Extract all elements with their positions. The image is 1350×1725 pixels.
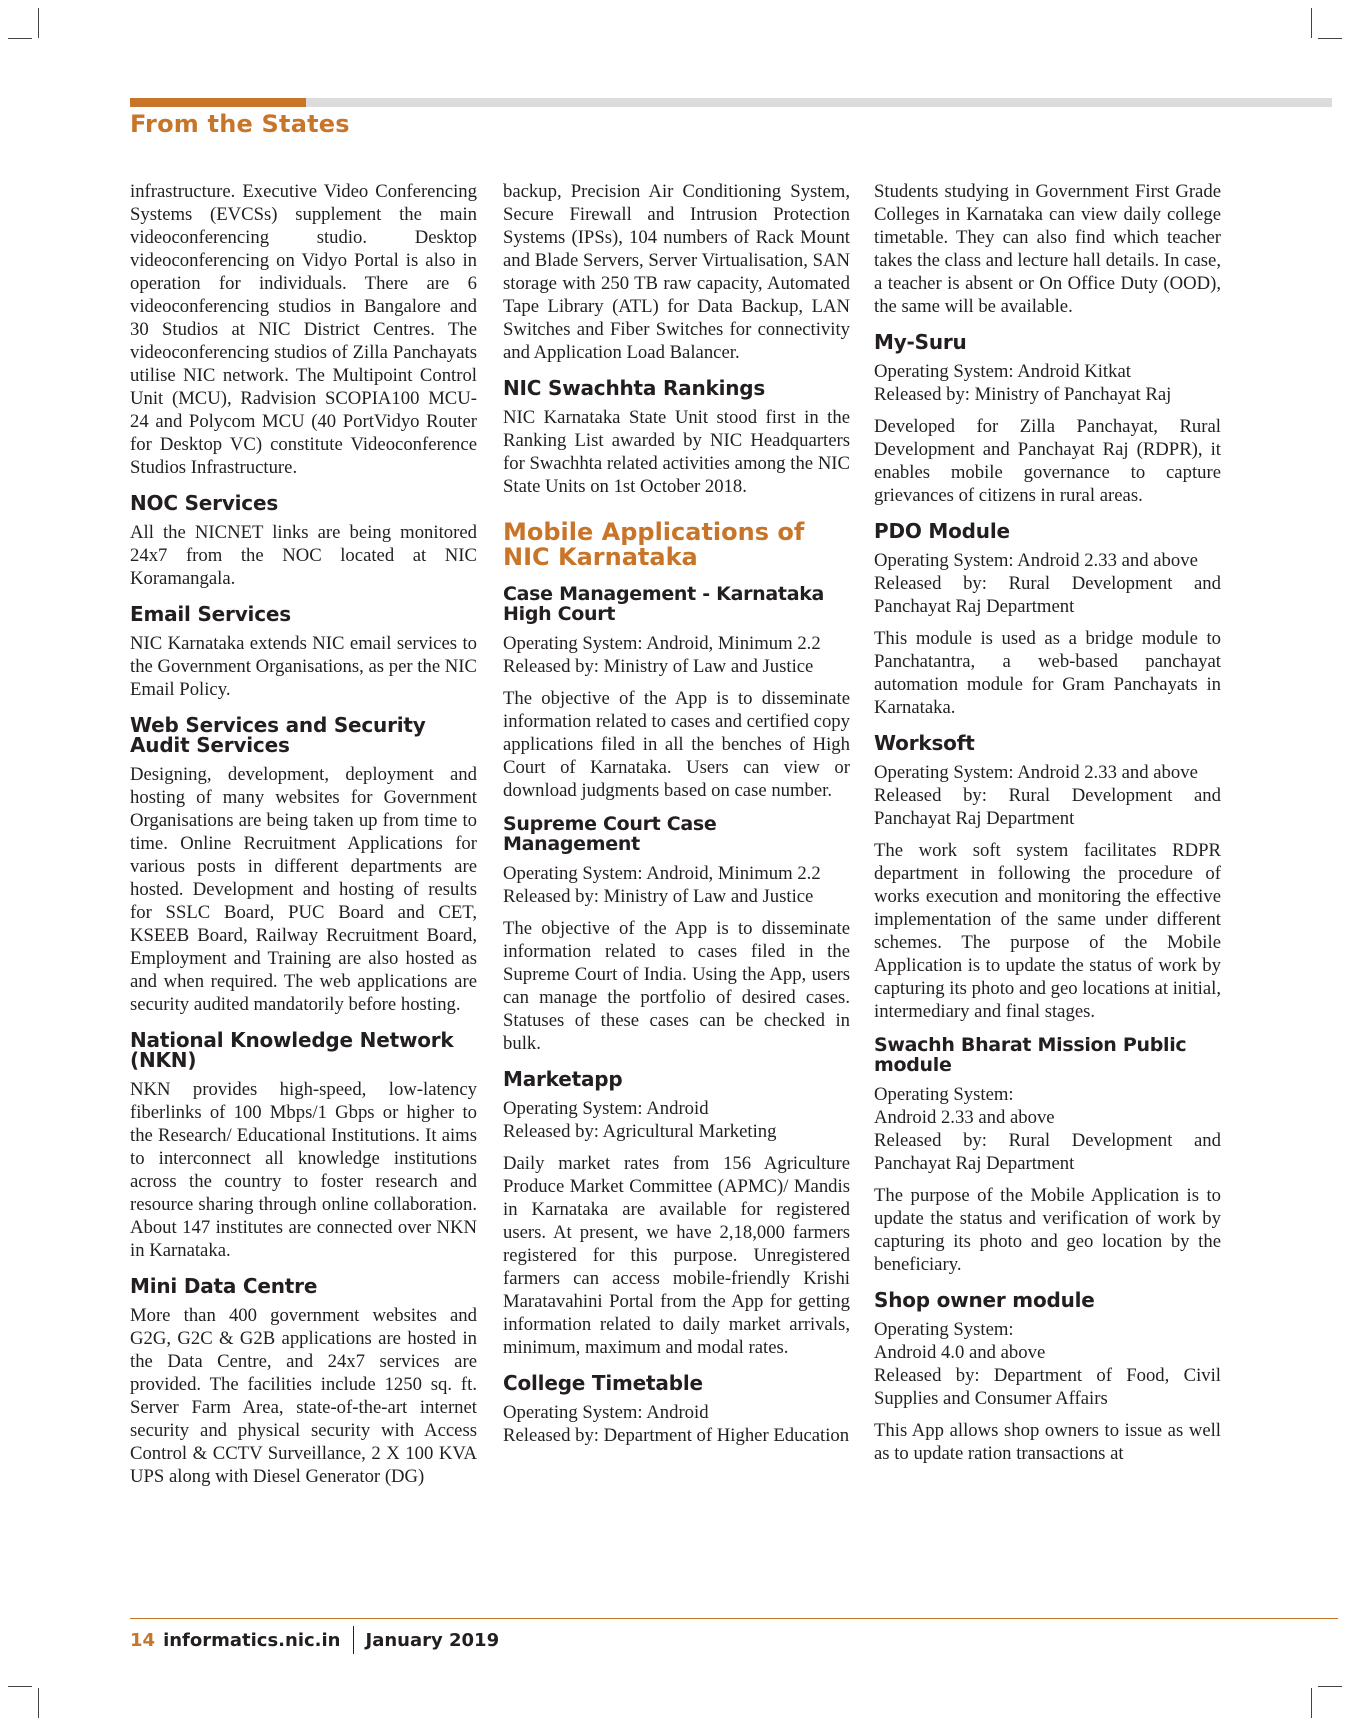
crop-mark <box>1318 38 1342 39</box>
app-released-by: Released by: Ministry of Law and Justice <box>503 656 814 677</box>
page-number: 14 <box>130 1629 156 1651</box>
heading-swachh-bharat: Swachh Bharat Mission Public module <box>874 1034 1187 1076</box>
paragraph-web-services: Designing, development, deployment and hosting of many websites for Government Organisations are being taken up from time to time. Online Recruitment Applications for various posts in different departments are hosted. Development and hosting of results for SSLC Board, PUC Board and CET, KSEEB Board, Railway Recruitment Board, Employment and Training are also hosted as and when required. The web applications are security audited mandatorily before hosting. <box>130 764 477 1015</box>
heading-college-timetable: College Timetable <box>503 1371 703 1395</box>
app-os: Operating System: Android Kitkat <box>874 361 1131 382</box>
app-meta-supreme-court <box>503 862 850 908</box>
paragraph-my-suru: Developed for Zilla Panchayat, Rural Development and Panchayat Raj (RDPR), it enables mobile governance to capture grievances of citizens in rural areas. <box>874 416 1221 506</box>
app-meta-college-timetable <box>503 1401 850 1447</box>
footer-issue: January 2019 <box>365 1629 500 1651</box>
paragraph-supreme-court: The objective of the App is to disseminate information related to cases filed in the Supreme Court of India. Using the App, users can manage the portfolio of desired cases. Statuses of these cases can be checked in bulk. <box>503 918 850 1054</box>
crop-mark <box>1318 1686 1342 1687</box>
paragraph-pdo-module: This module is used as a bridge module to Panchatantra, a web-based panchayat automation module for Gram Panchayats in Karnataka. <box>874 628 1221 718</box>
header-accent-bar <box>130 98 306 107</box>
heading-swachhta-rankings: NIC Swachhta Rankings <box>503 376 766 400</box>
app-released-by: Released by: Ministry of Panchayat Raj <box>874 384 1172 405</box>
heading-supreme-court: Supreme Court Case Management <box>503 813 717 855</box>
heading-email-services: Email Services <box>130 602 291 626</box>
heading-pdo-module: PDO Module <box>874 519 1010 543</box>
app-released-by: Released by: Rural Development and Panchayat Raj Department <box>874 573 1221 617</box>
app-meta-my-suru <box>874 360 1221 406</box>
paragraph-backup: backup, Precision Air Conditioning System, Secure Firewall and Intrusion Protection Systems (IPSs), 104 numbers of Rack Mount and Blade Servers, Server Virtualisation, SAN storage with 250 TB raw capacity, Automated Tape Library (ATL) for Data Backup, LAN Switches and Fiber Switches for connectivity and Application Load Balancer. <box>503 181 850 363</box>
crop-mark <box>38 1688 39 1718</box>
paragraph-swachhta: NIC Karnataka State Unit stood first in the Ranking List awarded by NIC Headquarters for Swachhta related activities among the NIC State Units on 1st October 2018. <box>503 407 850 497</box>
app-released-by: Released by: Rural Development and Panchayat Raj Department <box>874 1130 1221 1174</box>
paragraph-students: Students studying in Government First Grade Colleges in Karnataka can view daily college timetable. They can also find which teacher takes the class and lecture hall details. In case, a teacher is absent or On Office Duty (OOD), the same will be available. <box>874 181 1221 317</box>
paragraph-mini-data-centre: More than 400 government websites and G2G, G2C & G2B applications are hosted in the Data Centre, and 24x7 services are provided. The facilities include 1250 sq. ft. Server Farm Area, state-of-the-art internet security and physical security with Access Control & CCTV Surveillance, 2 X 100 KVA UPS along with Diesel Generator (DG) <box>130 1305 477 1487</box>
app-os-version: Android 4.0 and above <box>874 1342 1046 1363</box>
paragraph-infrastructure: infrastructure. Executive Video Conferencing Systems (EVCSs) supplement the main videoconferencing studio. Desktop videoconferencing on Vidyo Portal is also in operation for individuals. There are 6 videoconferencing studios in Bangalore and 30 Studios at NIC District Centres. The videoconferencing studios of Zilla Panchayats utilise NIC network. The Multipoint Control Unit (MCU), Radvision SCOPIA100 MCU-24 and Polycom MCU (40 PortVidyo Router for Desktop VC) constitute Videoconference Studios Infrastructure. <box>130 181 477 478</box>
paragraph-nkn: NKN provides high-speed, low-latency fiberlinks of 100 Mbps/1 Gbps or higher to the Research/ Educational Institutions. It aims to interconnect all knowledge institutions across the country to foster research and resource sharing through online collaboration. About 147 institutes are connected over NKN in Karnataka. <box>130 1079 477 1261</box>
footer-rule <box>130 1618 1338 1619</box>
paragraph-case-management: The objective of the App is to disseminate information related to cases and certified copy applications filed in all the benches of High Court of Karnataka. Users can view or download judgments based on case number. <box>503 688 850 801</box>
header-rule <box>306 98 1332 107</box>
heading-noc-services: NOC Services <box>130 491 279 515</box>
crop-mark <box>1311 8 1312 38</box>
app-os: Operating System: <box>874 1084 1014 1105</box>
app-os: Operating System: Android <box>503 1402 709 1423</box>
heading-shop-owner: Shop owner module <box>874 1288 1095 1312</box>
app-meta-worksoft <box>874 761 1221 830</box>
app-released-by: Released by: Department of Higher Education <box>503 1425 850 1446</box>
heading-case-management: Case Management - Karnataka High Court <box>503 583 825 625</box>
footer-divider <box>353 1626 354 1654</box>
heading-marketapp: Marketapp <box>503 1067 623 1091</box>
heading-my-suru: My-Suru <box>874 330 967 354</box>
paragraph-email: NIC Karnataka extends NIC email services to the Government Organisations, as per the NIC Email Policy. <box>130 633 477 700</box>
app-meta-shop-owner <box>874 1318 1221 1410</box>
app-os-version: Android 2.33 and above <box>874 1107 1055 1128</box>
app-released-by: Released by: Department of Food, Civil Supplies and Consumer Affairs <box>874 1365 1221 1409</box>
app-released-by: Released by: Rural Development and Panchayat Raj Department <box>874 785 1221 829</box>
heading-mobile-applications: Mobile Applications of NIC Karnataka <box>503 518 805 571</box>
paragraph-noc: All the NICNET links are being monitored 24x7 from the NOC located at NIC Koramangala. <box>130 522 477 589</box>
app-released-by: Released by: Ministry of Law and Justice <box>503 886 814 907</box>
crop-mark <box>8 1686 32 1687</box>
app-meta-swachh-bharat <box>874 1083 1221 1175</box>
app-os: Operating System: Android, Minimum 2.2 <box>503 633 821 654</box>
section-title: From the States <box>130 110 350 138</box>
paragraph-swachh-bharat: The purpose of the Mobile Application is to update the status and verification of work by capturing its photo and geo location by the beneficiary. <box>874 1185 1221 1275</box>
column-3 <box>874 180 1221 1474</box>
heading-nkn: National Knowledge Network (NKN) <box>130 1028 454 1072</box>
heading-mini-data-centre: Mini Data Centre <box>130 1274 318 1298</box>
app-os: Operating System: Android <box>503 1098 709 1119</box>
app-meta-marketapp <box>503 1097 850 1143</box>
paragraph-marketapp: Daily market rates from 156 Agriculture Produce Market Committee (APMC)/ Mandis in Karnataka are available for registered users. At present, we have 2,18,000 farmers registered for this purpose. Unregistered farmers can access mobile-friendly Krishi Maratavahini Portal from the App for getting information related to daily market arrivals, minimum, maximum and modal rates. <box>503 1153 850 1358</box>
footer <box>130 1626 499 1654</box>
crop-mark <box>8 38 32 39</box>
column-1 <box>130 180 477 1497</box>
app-os: Operating System: <box>874 1319 1014 1340</box>
app-os: Operating System: Android, Minimum 2.2 <box>503 863 821 884</box>
app-meta-pdo-module <box>874 549 1221 618</box>
heading-worksoft: Worksoft <box>874 731 975 755</box>
heading-web-services: Web Services and Security Audit Services <box>130 713 426 757</box>
app-os: Operating System: Android 2.33 and above <box>874 762 1198 783</box>
crop-mark <box>38 8 39 38</box>
column-2 <box>503 180 850 1456</box>
app-meta-case-management <box>503 632 850 678</box>
app-os: Operating System: Android 2.33 and above <box>874 550 1198 571</box>
footer-site: informatics.nic.in <box>163 1629 341 1651</box>
crop-mark <box>1311 1688 1312 1718</box>
app-released-by: Released by: Agricultural Marketing <box>503 1121 777 1142</box>
paragraph-shop-owner: This App allows shop owners to issue as well as to update ration transactions at <box>874 1420 1221 1464</box>
paragraph-worksoft: The work soft system facilitates RDPR department in following the procedure of works execution and monitoring the effective implementation of the same under different schemes. The purpose of the Mobile Application is to update the status of work by capturing its photo and geo locations at initial, intermediary and final stages. <box>874 840 1221 1022</box>
